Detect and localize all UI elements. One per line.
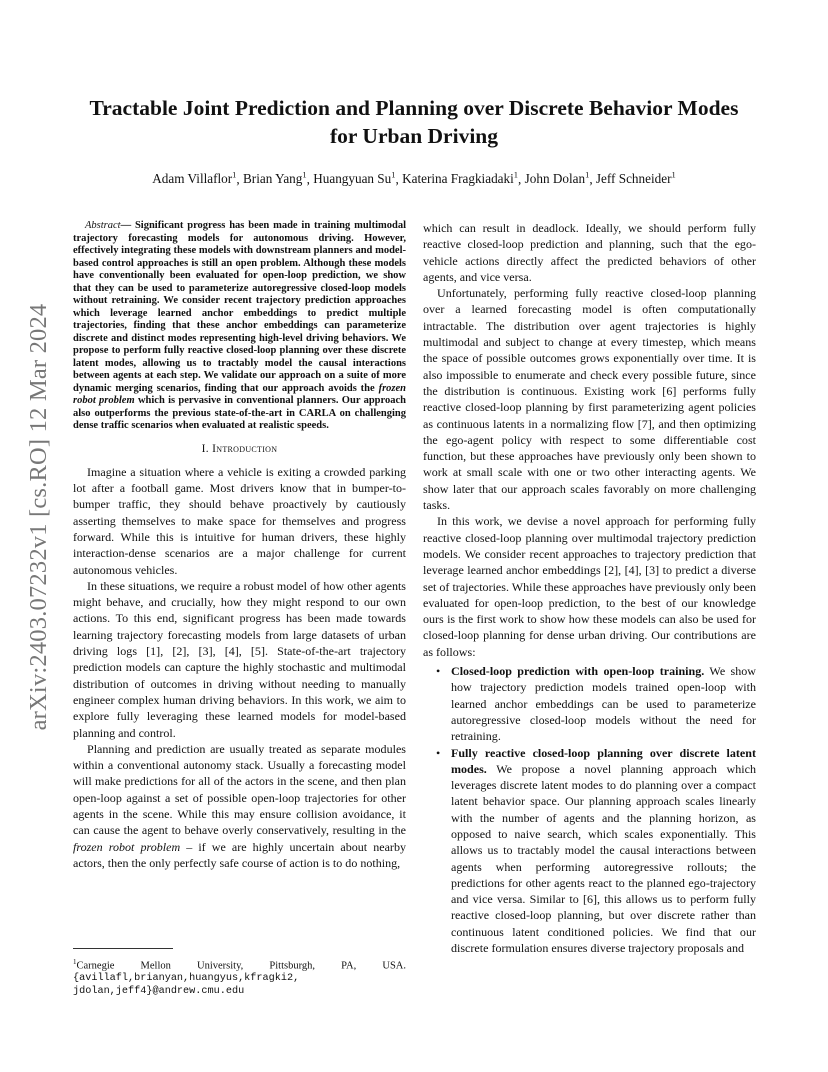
author: Brian Yang$^1$ <box>243 170 307 187</box>
body-paragraph: Imagine a situation where a vehicle is exiting a crowded parking lot after a football game. Most drivers know that in bumper-to-bumper traffic, they should behave proactively by cautiously asserting themselves to make space for themselves and progress forward. While this is intuitive for human drivers, these highly interaction-dense scenarios are a major challenge for current autonomous vehicles. <box>73 464 406 577</box>
body-paragraph: Unfortunately, performing fully reactive closed-loop planning over a learned forecasting model is often computationally intractable. The distribution over agent trajectories is highly multimodal and subject to change at every timestep, which means the space of possible outcomes grows exponentially over time. It is also impossible to enumerate and check every possible future, since the distribution is continuous. Existing work [6] performs fully reactive closed-loop planning by first parameterizing agent policies as continuous latents in a normalizing flow [7], and then optimizing the ego-agent policy with respect to some differentiable cost function, but these approaches have previously only been shown to work at small scale with one or two other interacting agents. We show later that our approach scales favorably on more challenging tasks. <box>423 286 756 513</box>
footnote-emails-2: jdolan,jeff4}@andrew.cmu.edu <box>73 985 245 997</box>
contribution-title: Fully reactive closed-loop planning over discrete latent modes. <box>451 745 756 776</box>
abstract-label: Abstract <box>85 220 121 231</box>
bullet-icon: • <box>436 664 441 679</box>
title-line-1: Tractable Joint Prediction and Planning over Discrete Behavior Modes <box>89 96 739 120</box>
footnote-emails-1: {avillafl,brianyan,huangyus,kfragki2, <box>73 973 300 984</box>
author-list: Adam Villaflor$^1$, Brian Yang$^1$, Huangyuan Su$^1$, Katerina Fragkiadaki$^1$, John Dolan$^1$, Jeff Schneider$^1$ <box>152 170 676 187</box>
author: Adam Villaflor$^1$ <box>152 170 237 187</box>
body-paragraph: Planning and prediction are usually treated as separate modules within a conventional autonomy stack. Usually a forecasting model will make predictions for all of the actors in the scene, and then plan open-loop against a set of possible open-loop trajectories for other agents in the scene. While this may ensure collision avoidance, it can cause the agent to behave overly conservatively, resulting in the frozen robot problem – if we are highly uncertain about nearby actors, then the only perfectly safe course of action is to do nothing, <box>73 741 406 870</box>
left-column <box>73 220 406 871</box>
author: John Dolan$^1$ <box>524 170 590 187</box>
inline-emphasis: frozen robot problem <box>73 839 181 854</box>
arxiv-identifier <box>18 282 60 752</box>
footnote-rule <box>73 948 173 949</box>
abstract-text-1: Significant progress has been made in training multimodal trajectory forecasting models for autonomous driving. However, effectively integrating these models with downstream planners and model-based control approaches is still an open problem. Although these models have conventionally been evaluated for open-loop prediction, we show that they can be used to parameterize autoregressive closed-loop models without retraining. We consider recent trajectory prediction approaches which leverage learned anchor embeddings to predict multiple trajectories, finding that these anchor embeddings can parameterize discrete and distinct modes representing high-level driving behaviors. We propose to perform fully reactive closed-loop planning over these discrete latent modes, allowing us to tractably model the causal interactions between agents at each step. We validate our approach on a suite of more dynamic merging scenarios, finding that our approach avoids the <box>73 220 406 394</box>
body-paragraph: which can result in deadlock. Ideally, we should perform fully reactive closed-loop prediction and planning, such that the ego-vehicle actions directly affect the predicted behaviors of other agents, and vice versa. <box>423 221 756 284</box>
abstract-emphasis: frozen robot problem <box>73 382 406 406</box>
contribution-text: We propose a novel planning approach which leverages discrete latent modes to do planning over a compact latent behavior space. Our planning approach scales linearly with the number of agents and the planning horizon, as opposed to naive search, which scales exponentially. This allows us to tractably model the causal interactions between agents when performing autoregressive rollouts; the predictions for other agents react to the planned ego-trajectory and vice versa. Similar to [6], this allows us to perform fully reactive closed-loop planning, but over discrete rather than continuous latent conditioned policies. We find that our discrete formulation ensures diverse trajectory proposals and <box>451 761 756 956</box>
right-column <box>423 220 756 956</box>
section-heading: I. Introduction <box>201 442 278 455</box>
contribution-title: Closed-loop prediction with open-loop training. <box>451 664 705 679</box>
bullet-icon: • <box>436 745 441 760</box>
author: Jeff Schneider$^1$ <box>595 170 676 187</box>
arxiv-identifier-text: arXiv:2403.07232v1 [cs.RO] 12 Mar 2024 <box>25 303 52 731</box>
author: Huangyuan Su$^1$ <box>313 170 396 187</box>
title-line-2: for Urban Driving <box>329 124 499 148</box>
author: Katerina Fragkiadaki$^1$ <box>402 170 519 187</box>
contribution-list <box>423 663 756 956</box>
body-paragraph: In this work, we devise a novel approach for performing fully reactive closed-loop planning over multimodal trajectory prediction models. We consider recent approaches to trajectory prediction that leverage learned anchor embeddings [2], [4], [3] to predict a diverse set of trajectories. While these approaches have previously only been evaluated for open-loop prediction, to the best of our knowledge ours is the first work to show how these models can also be used for closed-loop planning for dense urban driving. Our contributions are as follows: <box>423 514 756 659</box>
contribution-text: We show how trajectory prediction models trained open-loop with learned anchor embeddings can be used to parameterize autoregressive closed-loop models without the need for retraining. <box>451 664 756 744</box>
list-item <box>436 745 756 957</box>
footnote-affiliation: $^1$Carnegie Mellon University, Pittsburgh, PA, USA. <box>73 958 406 972</box>
footnote <box>73 956 406 998</box>
paper-title <box>70 94 758 150</box>
abstract-dash: — <box>120 220 132 231</box>
abstract-text-2: which is pervasive in conventional planners. Our approach also outperforms the previous state-of-the-art in CARLA on challenging dense traffic scenarios when evaluated at realistic speeds. <box>73 395 406 431</box>
abstract <box>73 220 406 433</box>
list-item <box>436 663 756 744</box>
body-paragraph: In these situations, we require a robust model of how other agents might behave, and crucially, how they might respond to our own actions. To this end, significant progress has been made towards learning trajectory forecasting models from large datasets of urban driving logs [1], [2], [3], [4], [5]. State-of-the-art trajectory prediction models can capture the highly stochastic and multimodal distribution of outcomes in driving without needing to manually engineer complex human driving behaviors. In this work, we aim to explore fully leveraging these learned models for model-based planning and control. <box>73 578 406 740</box>
